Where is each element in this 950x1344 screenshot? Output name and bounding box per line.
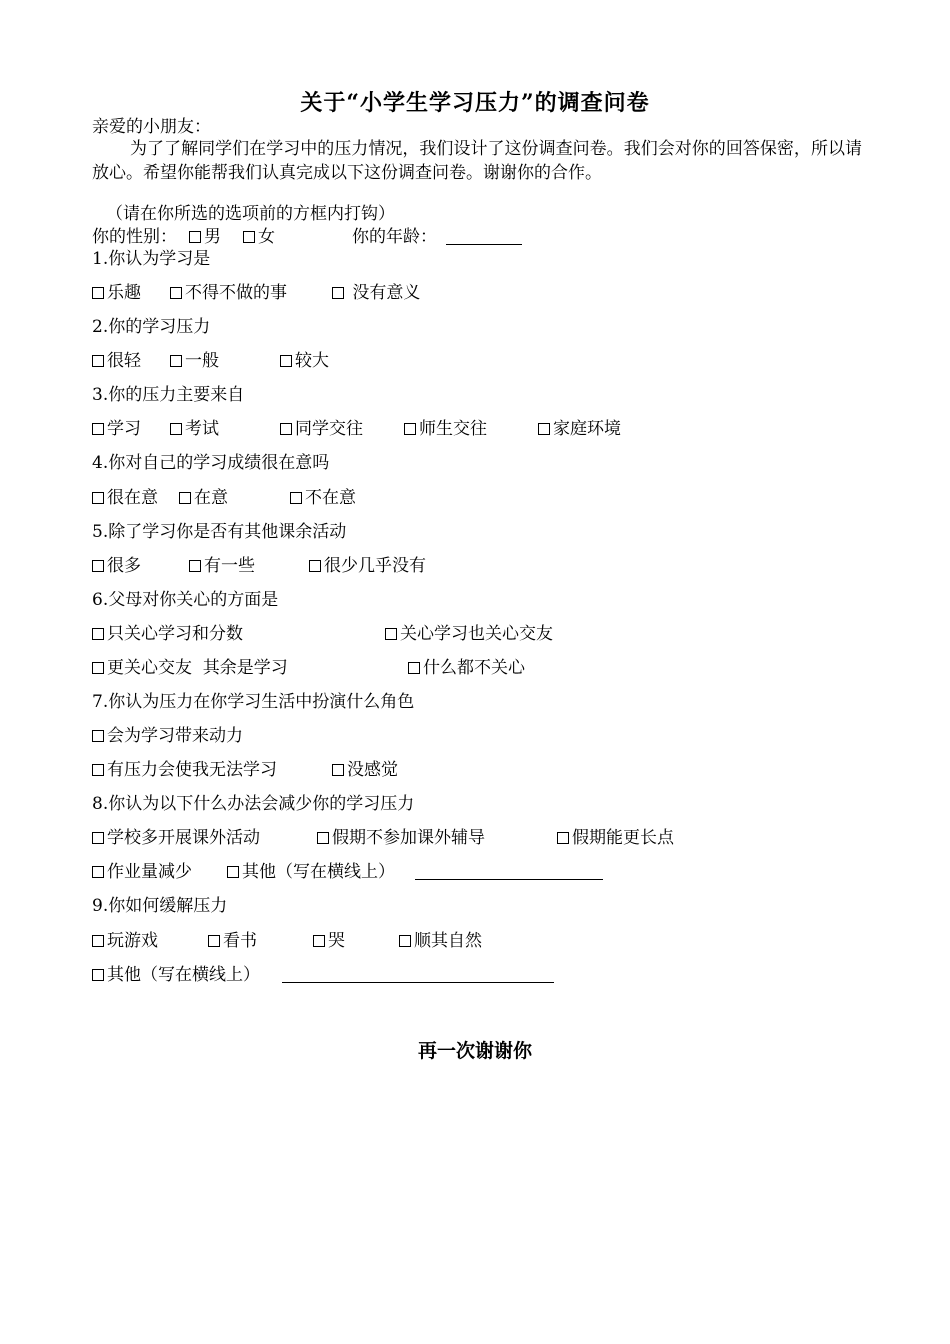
checkbox[interactable]: [243, 231, 255, 243]
checkbox[interactable]: [92, 832, 104, 844]
q1-option-3[interactable]: 没有意义: [332, 282, 420, 304]
q9-option-5[interactable]: 其他（写在横线上）: [92, 964, 260, 986]
question-7: 7.你认为压力在你学习生活中扮演什么角色: [92, 692, 415, 712]
checkbox[interactable]: [280, 423, 292, 435]
q1-option-2[interactable]: 不得不做的事: [170, 282, 287, 304]
greeting: 亲爱的小朋友：: [92, 117, 211, 137]
checkbox[interactable]: [538, 423, 550, 435]
q7-option-1[interactable]: 会为学习带来动力: [92, 725, 243, 747]
question-1: 1.你认为学习是: [92, 249, 211, 269]
q9-option-2[interactable]: 看书: [208, 930, 257, 952]
q8-option-3[interactable]: 假期能更长点: [557, 827, 674, 849]
q4-option-3[interactable]: 不在意: [290, 487, 356, 509]
q2-option-3[interactable]: 较大: [280, 350, 329, 372]
question-5: 5.除了学习你是否有其他课余活动: [92, 522, 347, 542]
gender-female-option[interactable]: 女: [243, 226, 275, 248]
q3-option-4[interactable]: 师生交往: [404, 418, 487, 440]
q8-option-4[interactable]: 作业量减少: [92, 861, 192, 883]
checkbox[interactable]: [317, 832, 329, 844]
page-title: 关于“小学生学习压力”的调查问卷: [300, 90, 650, 116]
q9-option-4[interactable]: 顺其自然: [399, 930, 482, 952]
checkbox[interactable]: [385, 628, 397, 640]
checkbox[interactable]: [92, 355, 104, 367]
q5-option-2[interactable]: 有一些: [189, 555, 255, 577]
checkbox[interactable]: [170, 423, 182, 435]
checkbox[interactable]: [170, 287, 182, 299]
q8-option-2[interactable]: 假期不参加课外辅导: [317, 827, 485, 849]
q6-option-3[interactable]: 更关心交友 其余是学习: [92, 657, 288, 679]
checkbox[interactable]: [92, 935, 104, 947]
q4-option-2[interactable]: 在意: [179, 487, 228, 509]
checkbox[interactable]: [92, 287, 104, 299]
q4-option-1[interactable]: 很在意: [92, 487, 158, 509]
q6-option-4[interactable]: 什么都不关心: [408, 657, 525, 679]
q5-option-3[interactable]: 很少几乎没有: [309, 555, 426, 577]
checkbox[interactable]: [92, 423, 104, 435]
closing-thanks: 再一次谢谢你: [417, 1040, 532, 1062]
checkbox[interactable]: [557, 832, 569, 844]
checkbox[interactable]: [92, 969, 104, 981]
q6-option-2[interactable]: 关心学习也关心交友: [385, 623, 553, 645]
checkbox[interactable]: [399, 935, 411, 947]
checkbox[interactable]: [208, 935, 220, 947]
question-9: 9.你如何缓解压力: [92, 896, 228, 916]
q7-option-3[interactable]: 没感觉: [332, 759, 398, 781]
q3-option-1[interactable]: 学习: [92, 418, 141, 440]
checkbox[interactable]: [313, 935, 325, 947]
checkbox[interactable]: [92, 560, 104, 572]
q9-option-1[interactable]: 玩游戏: [92, 930, 158, 952]
checkbox[interactable]: [92, 866, 104, 878]
q8-option-5[interactable]: 其他（写在横线上）: [227, 861, 395, 883]
q6-option-1[interactable]: 只关心学习和分数: [92, 623, 243, 645]
checkbox[interactable]: [404, 423, 416, 435]
gender-label: 你的性别：: [92, 227, 177, 247]
question-2: 2.你的学习压力: [92, 317, 211, 337]
checkbox[interactable]: [189, 560, 201, 572]
checkbox[interactable]: [332, 764, 344, 776]
checkbox[interactable]: [92, 492, 104, 504]
q1-option-1[interactable]: 乐趣: [92, 282, 141, 304]
checkbox[interactable]: [179, 492, 191, 504]
question-8: 8.你认为以下什么办法会减少你的学习压力: [92, 794, 415, 814]
q2-option-1[interactable]: 很轻: [92, 350, 141, 372]
checkbox[interactable]: [309, 560, 321, 572]
checkbox[interactable]: [170, 355, 182, 367]
checkbox[interactable]: [408, 662, 420, 674]
checkbox[interactable]: [92, 730, 104, 742]
instruction: （请在你所选的选项前的方框内打钩）: [106, 204, 395, 224]
q2-option-2[interactable]: 一般: [170, 350, 219, 372]
checkbox[interactable]: [92, 764, 104, 776]
q3-option-5[interactable]: 家庭环境: [538, 418, 621, 440]
checkbox[interactable]: [290, 492, 302, 504]
q3-option-2[interactable]: 考试: [170, 418, 219, 440]
q5-option-1[interactable]: 很多: [92, 555, 141, 577]
q8-other-blank[interactable]: [415, 879, 603, 880]
checkbox[interactable]: [189, 231, 201, 243]
checkbox[interactable]: [227, 866, 239, 878]
age-blank[interactable]: [446, 244, 522, 245]
checkbox[interactable]: [280, 355, 292, 367]
checkbox[interactable]: [92, 628, 104, 640]
q7-option-2[interactable]: 有压力会使我无法学习: [92, 759, 277, 781]
q9-option-3[interactable]: 哭: [313, 930, 345, 952]
checkbox[interactable]: [92, 662, 104, 674]
q3-option-3[interactable]: 同学交往: [280, 418, 363, 440]
question-3: 3.你的压力主要来自: [92, 385, 245, 405]
age-label: 你的年龄：: [352, 227, 437, 247]
question-6: 6.父母对你关心的方面是: [92, 590, 279, 610]
q8-option-1[interactable]: 学校多开展课外活动: [92, 827, 260, 849]
gender-male-option[interactable]: 男: [189, 226, 221, 248]
question-4: 4.你对自己的学习成绩很在意吗: [92, 453, 330, 473]
q9-other-blank[interactable]: [282, 982, 554, 983]
checkbox[interactable]: [332, 287, 344, 299]
intro-paragraph: 为了了解同学们在学习中的压力情况，我们设计了这份调查问卷。我们会对你的回答保密，所以请放心。希望你能帮我们认真完成以下这份调查问卷。谢谢你的合作。: [92, 139, 862, 183]
